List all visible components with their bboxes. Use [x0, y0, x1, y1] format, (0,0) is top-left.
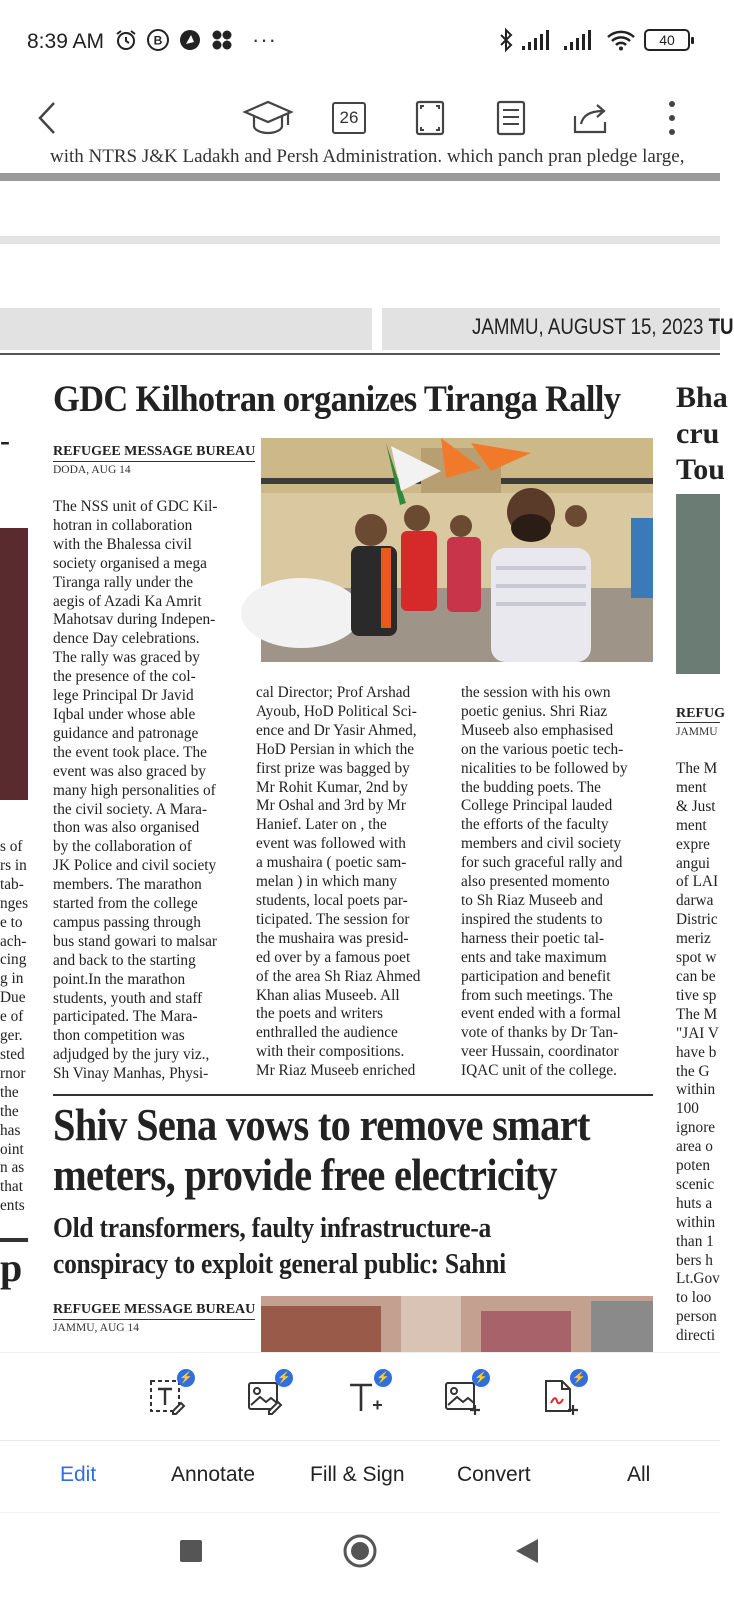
article1-col2-line: Khan alias Museeb. All: [256, 986, 400, 1004]
article1-col1-line: society organised a mega: [53, 554, 207, 572]
article2-headline: [53, 1100, 590, 1200]
circle-home-icon: [342, 1533, 378, 1569]
alarm-icon: [114, 28, 138, 52]
article1-col1-line: by the collaboration of: [53, 838, 192, 856]
article-divider: [53, 1094, 653, 1096]
left-strip-line: the: [0, 1083, 19, 1101]
dateline-place: JAMMU, AUGUST 15, 2023: [472, 314, 709, 339]
article1-col2-line: students, local poets par-: [256, 891, 408, 909]
status-bar: [0, 0, 720, 80]
article1-col1-line: aegis of Azadi Ka Amrit: [53, 592, 202, 610]
article1-col3-line: the budding poets. The: [461, 778, 601, 796]
article1-col1-line: students, youth and staff: [53, 989, 203, 1007]
right-strip-line: of LAI: [676, 873, 719, 891]
article1-col2-line: the mushaira was presid-: [256, 929, 409, 947]
right-strip-line: poten: [676, 1157, 710, 1175]
tab-convert[interactable]: Convert: [457, 1463, 531, 1486]
share-button[interactable]: [563, 90, 619, 146]
add-signature-tool[interactable]: [532, 1373, 588, 1421]
right-cut-photo: [676, 494, 720, 674]
article1-col3-line: College Principal lauded: [461, 797, 613, 815]
overflow-menu-button[interactable]: [644, 90, 700, 146]
page-number-button[interactable]: [321, 90, 377, 146]
article1-col3-line: on the various poetic tech-: [461, 740, 624, 758]
article1-col3-line: the efforts of the faculty: [461, 816, 609, 834]
battery-indicator: 40: [644, 29, 690, 51]
right-strip-line: ignore: [676, 1119, 716, 1137]
signal-2-icon: [564, 29, 598, 51]
article1-col1-line: the presence of the col-: [53, 668, 196, 686]
right-strip-headline-line: cru: [676, 417, 720, 450]
right-strip-headline-line: Bha: [676, 381, 728, 414]
article1-col1-line: adjudged by the jury viz.,: [53, 1046, 210, 1064]
right-strip-headline-line: Tou: [676, 453, 725, 486]
clover-app-icon: [210, 28, 234, 52]
article2-headline-line1: Shiv Sena vows to remove smart: [53, 1100, 590, 1150]
edit-image-tool[interactable]: [237, 1373, 293, 1421]
article1-col2-line: ence and Dr Yasir Ahmed,: [256, 721, 417, 739]
add-image-tool[interactable]: [434, 1373, 490, 1421]
premium-badge-icon: ⚡: [374, 1369, 392, 1387]
right-strip-byline: REFUG: [676, 706, 725, 721]
left-strip-line: g in: [0, 970, 24, 988]
article1-col1-line: The rally was graced by: [53, 649, 200, 667]
tab-annotate[interactable]: Annotate: [171, 1463, 256, 1486]
right-strip-line: 100: [676, 1100, 699, 1118]
document-icon: [496, 100, 526, 136]
article1-col3-line: veer Hussain, coordinator: [461, 1043, 619, 1061]
more-vertical-icon: [667, 100, 677, 136]
page-divider-light: [0, 236, 720, 244]
article2-subhead-line2: conspiracy to exploit general public: Sahni: [53, 1248, 506, 1280]
right-strip-line: darwa: [676, 892, 714, 910]
right-strip-line: huts a: [676, 1194, 713, 1212]
article1-col3-line: inspired the students to: [461, 910, 603, 928]
right-strip-line: Distric: [676, 911, 718, 929]
learn-button[interactable]: [240, 90, 296, 146]
article1-col3-line: vote of thanks by Dr Tan-: [461, 1024, 619, 1042]
left-strip-line: e of: [0, 1008, 24, 1026]
article1-col1-line: hotran in collaboration: [53, 516, 193, 534]
article1-col1-line: lege Principal Dr Javid: [53, 687, 194, 705]
article1-col3-line: from such meetings. The: [461, 986, 613, 1004]
triangle-back-icon: [514, 1537, 540, 1565]
right-strip-line: bers h: [676, 1251, 713, 1269]
article1-col1-line: JK Police and civil society: [53, 857, 217, 875]
mode-tab-bar: [0, 1440, 720, 1512]
article1-col1-line: thon competition was: [53, 1027, 185, 1045]
article1-col2-line: HoD Persian in which the: [256, 740, 415, 758]
article1-col1-line: Sh Vinay Manhas, Physi-: [53, 1065, 209, 1083]
right-strip-line: The M: [676, 760, 718, 777]
article1-col2-line: with their compositions.: [256, 1043, 405, 1061]
article1-col3-line: for such graceful rally and: [461, 854, 623, 872]
graduation-cap-icon: [243, 98, 293, 138]
share-icon: [571, 100, 611, 136]
article1-headline: GDC Kilhotran organizes Tiranga Rally: [53, 379, 621, 420]
right-strip-line: to loo: [676, 1289, 712, 1307]
back-arrow-icon: [34, 100, 62, 136]
article1-col1-line: guidance and patronage: [53, 724, 199, 742]
article1-col3-line: participation and benefit: [461, 967, 611, 985]
app-notification-icon: [178, 28, 202, 52]
right-strip-line: have b: [676, 1043, 717, 1061]
article1-col1-line: point.In the marathon: [53, 970, 186, 988]
article1-dateline: DODA, AUG 14: [53, 464, 131, 476]
left-strip-rule: [0, 1238, 28, 1242]
right-strip-line: can be: [676, 967, 716, 985]
article1-col2-line: melan ) in which many: [256, 873, 398, 891]
premium-badge-icon: ⚡: [570, 1369, 588, 1387]
right-strip-text: [676, 760, 720, 1346]
article1-col3-line: harness their poetic tal-: [461, 929, 605, 947]
right-strip-line: expre: [676, 835, 710, 853]
header-rule: [0, 353, 720, 355]
article1-col1-line: the event took place. The: [53, 743, 207, 761]
article1-col1-line: many high personalities of: [53, 781, 216, 799]
article1-col1-line: dence Day celebrations.: [53, 630, 200, 648]
article1-col1-line: the civil society. A Mara-: [53, 800, 208, 818]
home-button[interactable]: [342, 1533, 378, 1569]
right-strip-headline: [676, 380, 728, 488]
fullscreen-icon: [415, 100, 445, 136]
article2-photo: [261, 1296, 653, 1356]
article1-col1-line: Iqbal under whose able: [53, 705, 196, 723]
wifi-icon: [606, 29, 636, 51]
article2-subhead-line1: Old transformers, faulty infrastructure-a: [53, 1212, 492, 1244]
left-strip-line: ents: [0, 1197, 25, 1215]
system-navigation-bar: [0, 1512, 720, 1600]
left-strip-big-letter: p: [0, 1245, 23, 1290]
left-strip-line: n as: [0, 1159, 25, 1177]
right-strip-line: "JAI V: [676, 1024, 719, 1042]
header-band-left: [0, 308, 372, 350]
right-strip-line: ment: [676, 778, 707, 796]
article1-col1-line: event was also graced by: [53, 762, 206, 780]
left-strip-dash: -: [0, 424, 10, 457]
status-system-icons: [498, 28, 690, 52]
right-strip-line: & Just: [676, 797, 716, 815]
article1-col2-line: the poets and writers: [256, 1005, 384, 1023]
article1-col1-line: started from the college: [53, 895, 198, 913]
top-toolbar: [0, 80, 720, 156]
left-strip-line: ger.: [0, 1027, 23, 1045]
article2-dateline: JAMMU, AUG 14: [53, 1322, 139, 1334]
left-strip-line: rs in: [0, 856, 27, 874]
reading-mode-button[interactable]: [483, 90, 539, 146]
article1-col2-line: event was followed with: [256, 835, 406, 853]
article1-byline: REFUGEE MESSAGE BUREAU: [53, 444, 255, 462]
article1-col2-line: of the area Sh Riaz Ahmed: [256, 967, 421, 985]
square-recents-icon: [179, 1539, 203, 1563]
article1-col1-line: campus passing through: [53, 913, 201, 931]
premium-badge-icon: ⚡: [472, 1369, 490, 1387]
bluetooth-icon: [498, 28, 514, 52]
previous-page-cut-text: with NTRS J&K Ladakh and Persh Administration. which panch pran pledge large,: [50, 146, 685, 167]
article1-col3-line: Museeb also emphasised: [461, 721, 614, 739]
page-number: 26: [332, 102, 366, 134]
article1-col2-line: Hanief. Later on , the: [256, 816, 387, 834]
article2-headline-line2: meters, provide free electricity: [53, 1150, 557, 1200]
article1-col1-line: Tiranga rally under the: [53, 573, 194, 591]
left-cut-photo: [0, 528, 28, 800]
left-strip-line: s of: [0, 838, 23, 855]
article1-col2-line: ed over by a famous poet: [256, 948, 411, 966]
article1-col2-line: a mushaira ( poetic sam-: [256, 854, 407, 872]
left-strip-line: oint: [0, 1140, 24, 1158]
article1-col3-line: event ended with a formal: [461, 1005, 621, 1023]
article1-col2-line: Mr Rohit Kumar, 2nd by: [256, 778, 408, 796]
article2-subheadline: [53, 1210, 506, 1282]
right-strip-line: The M: [676, 1005, 718, 1023]
page-divider: [0, 173, 720, 181]
article1-col3-line: members and civil society: [461, 835, 622, 853]
right-strip-line: person: [676, 1308, 717, 1326]
article1-col3-line: also presented momento: [461, 873, 610, 891]
right-strip-line: area o: [676, 1138, 713, 1156]
article1-col1-line: The NSS unit of GDC Kil-: [53, 498, 218, 515]
pdf-page-viewport[interactable]: [0, 146, 734, 1352]
article1-col3-line: ents and take maximum: [461, 948, 607, 966]
signal-1-icon: [522, 29, 556, 51]
article1-col3-line: nicalities to be followed by: [461, 759, 628, 777]
article1-photo: [261, 438, 653, 662]
right-strip-dateline: JAMMU: [676, 726, 718, 738]
tab-all[interactable]: All: [627, 1463, 651, 1486]
article1-col3-line: IQAC unit of the college.: [461, 1062, 617, 1080]
article1-col1-line: Mahotsav during Indepen-: [53, 611, 216, 629]
article1-col2-line: Mr Riaz Museeb enriched: [256, 1062, 416, 1080]
article1-column-1: [53, 498, 243, 1084]
status-time: 8:39 AM: [27, 30, 105, 53]
right-strip-line: angui: [676, 854, 710, 872]
right-strip-line: meriz: [676, 930, 711, 948]
newspaper-dateline: [472, 314, 734, 340]
left-strip-line: has: [0, 1121, 21, 1139]
article1-col3-line: the session with his own: [461, 684, 611, 701]
left-strip-line: sted: [0, 1045, 25, 1063]
article1-col3-line: to Sh Riaz Museeb and: [461, 891, 603, 909]
premium-badge-icon: ⚡: [275, 1369, 293, 1387]
left-strip-line: ach-: [0, 932, 27, 950]
left-strip-line: rnor: [0, 1064, 26, 1082]
left-strip-line: that: [0, 1178, 23, 1196]
left-strip-line: the: [0, 1102, 19, 1120]
article1-column-3: [461, 684, 653, 1081]
right-strip-line: within: [676, 1213, 716, 1231]
right-strip-line: Lt.Gov: [676, 1270, 720, 1288]
article1-col1-line: thon was also organised: [53, 819, 200, 837]
street-photo-illustration: [261, 1296, 653, 1356]
left-strip-line: cing: [0, 951, 27, 969]
right-strip-line: ment: [676, 816, 707, 834]
left-strip-line: e to: [0, 913, 23, 931]
article1-col3-line: poetic genius. Shri Riaz: [461, 702, 608, 720]
tab-fill-and-sign[interactable]: Fill & Sign: [310, 1463, 405, 1486]
svg-text:B: B: [153, 33, 163, 48]
premium-badge-icon: ⚡: [177, 1369, 195, 1387]
dateline-day: TU: [708, 314, 734, 339]
right-strip-line: directi: [676, 1327, 716, 1345]
status-notification-icons: [114, 28, 277, 52]
back-button[interactable]: [20, 90, 76, 146]
right-strip-line: scenic: [676, 1175, 715, 1193]
tab-edit[interactable]: Edit: [60, 1463, 97, 1486]
left-strip-text: [0, 838, 40, 1216]
article1-col2-line: Ayoub, HoD Political Sci-: [256, 702, 417, 720]
article1-column-2: [256, 684, 448, 1081]
add-text-tool[interactable]: [336, 1373, 392, 1421]
rally-photo-illustration: [261, 438, 653, 662]
more-notifications-icon: ···: [252, 27, 277, 52]
edit-text-tool[interactable]: [139, 1373, 195, 1421]
article1-col2-line: first prize was bagged by: [256, 759, 410, 777]
right-strip-line: the G: [676, 1062, 710, 1080]
recents-button[interactable]: [179, 1539, 203, 1563]
article1-col1-line: and back to the starting: [53, 951, 196, 969]
right-strip-line: within: [676, 1081, 716, 1099]
fullscreen-button[interactable]: [402, 90, 458, 146]
right-strip-line: spot w: [676, 949, 717, 967]
right-strip-line: than 1: [676, 1232, 714, 1250]
left-strip-line: Due: [0, 989, 26, 1007]
tool-panel: [0, 1352, 720, 1440]
article1-col2-line: ticipated. The session for: [256, 910, 410, 928]
b-badge-icon: [146, 28, 170, 52]
article1-col1-line: participated. The Mara-: [53, 1008, 198, 1026]
article1-col2-line: Mr Oshal and 3rd by Mr: [256, 797, 406, 815]
right-strip-line: tive sp: [676, 986, 717, 1004]
article1-col1-line: members. The marathon: [53, 876, 202, 894]
article1-col2-line: cal Director; Prof Arshad: [256, 684, 411, 701]
article2-byline: REFUGEE MESSAGE BUREAU: [53, 1302, 255, 1320]
left-strip-line: nges: [0, 894, 29, 912]
article1-col1-line: with the Bhalessa civil: [53, 535, 192, 553]
article1-col1-line: bus stand gowari to malsar: [53, 932, 217, 950]
left-strip-line: tab-: [0, 875, 24, 893]
article1-col2-line: enthralled the audience: [256, 1024, 398, 1042]
back-nav-button[interactable]: [514, 1537, 540, 1565]
